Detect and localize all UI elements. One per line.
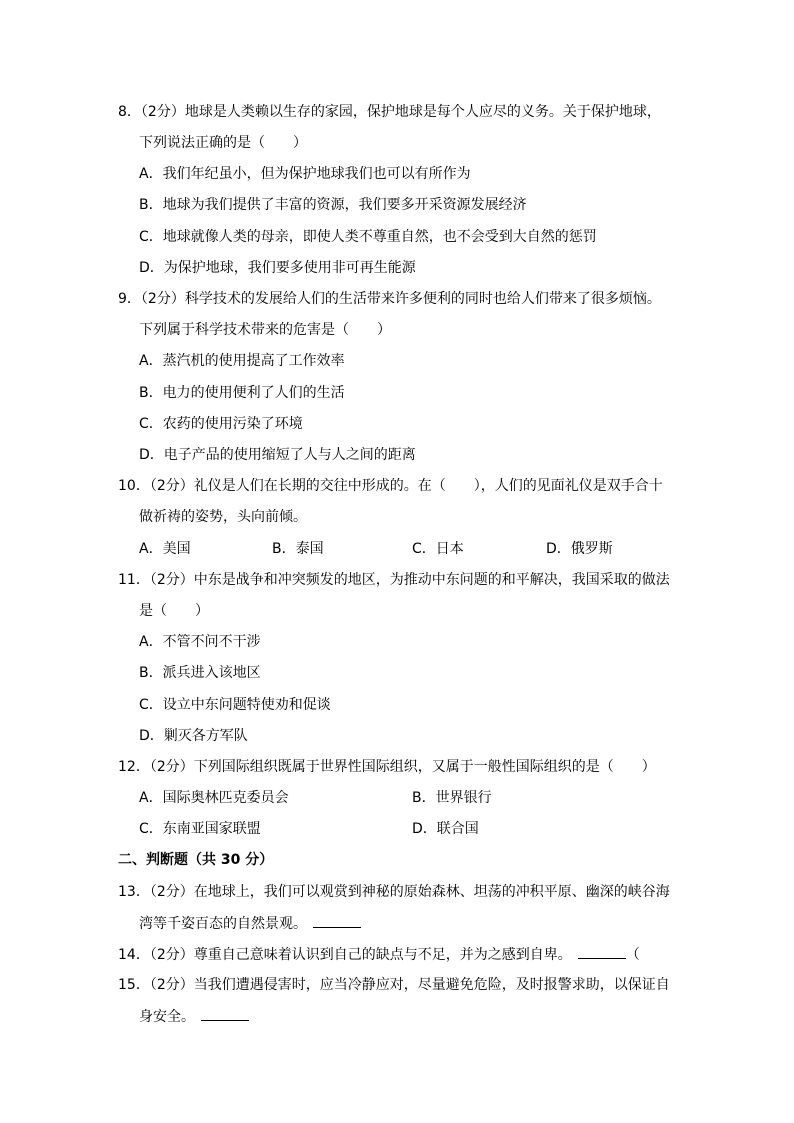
answer-blank[interactable] <box>201 1006 249 1021</box>
question-10-stem-cont: 做祈祷的姿势，头向前倾。 <box>139 509 307 525</box>
question-text: 身安全。 <box>139 1009 195 1025</box>
question-score: （2分） <box>149 947 194 963</box>
question-number: 14． <box>118 947 150 963</box>
question-tail: （ <box>625 947 640 963</box>
question-text: 湾等千姿百态的自然景观。 <box>139 916 307 932</box>
question-8-option-c: C．地球就像人类的母亲，即使人类不尊重自然，也不会受到大自然的惩罚 <box>139 229 597 245</box>
section-title-judgement: 二、判断题（共 30 分） <box>118 852 274 868</box>
question-12-option-d: D．联合国 <box>412 821 479 837</box>
question-9-option-c: C．农药的使用污染了环境 <box>139 416 303 432</box>
question-10-stem <box>118 476 663 496</box>
question-12-option-b: B．世界银行 <box>412 790 492 806</box>
question-text: 在地球上，我们可以观赏到神秘的原始森林、坦荡的冲积平原、幽深的峡谷海 <box>193 884 670 900</box>
question-text: 地球是人类赖以生存的家园，保护地球是每个人应尽的义务。关于保护地球， <box>184 104 661 120</box>
question-score: （2分） <box>140 291 185 307</box>
question-score: （2分） <box>149 759 194 775</box>
question-text: 礼仪是人们在长期的交往中形成的。在（ ），人们的见面礼仪是双手合十 <box>193 478 663 494</box>
question-10-option-d: D．俄罗斯 <box>546 541 613 557</box>
question-score: （2分） <box>149 478 194 494</box>
question-score: （2分） <box>149 977 194 993</box>
question-score: （2分） <box>149 884 194 900</box>
question-text: 当我们遭遇侵害时，应当冷静应对，尽量避免危险，及时报警求助，以保证自 <box>193 977 670 993</box>
question-9-option-a: A．蒸汽机的使用提高了工作效率 <box>139 353 345 369</box>
question-score: （2分） <box>149 572 194 588</box>
question-12-stem <box>118 757 656 777</box>
answer-blank[interactable] <box>578 944 626 959</box>
question-9-option-b: B．电力的使用便利了人们的生活 <box>139 385 345 401</box>
question-10-option-c: C．日本 <box>412 541 464 557</box>
question-12-option-a: A．国际奥林匹克委员会 <box>139 790 289 806</box>
question-14-stem <box>118 944 640 965</box>
question-15-stem-cont <box>139 1006 249 1027</box>
question-11-option-a: A．不管不问不干涉 <box>139 634 261 650</box>
question-9-stem-cont: 下列属于科学技术带来的危害是（ ） <box>139 322 391 338</box>
question-8-stem-cont: 下列说法正确的是（ ） <box>139 135 307 151</box>
question-8-stem <box>118 102 661 122</box>
question-15-stem <box>118 975 670 995</box>
question-11-option-c: C．设立中东问题特使劝和促谈 <box>139 697 331 713</box>
question-11-option-d: D．剿灭各方军队 <box>139 728 248 744</box>
question-8-option-b: B．地球为我们提供了丰富的资源，我们要多开采资源发展经济 <box>139 197 527 213</box>
question-text: 科学技术的发展给人们的生活带来许多便利的同时也给人们带来了很多烦恼。 <box>184 291 661 307</box>
question-8-option-d: D．为保护地球，我们要多使用非可再生能源 <box>139 260 416 276</box>
question-9-stem <box>118 289 661 309</box>
question-10-option-b: B．泰国 <box>272 541 324 557</box>
answer-blank[interactable] <box>313 913 361 928</box>
question-number: 15． <box>118 977 150 993</box>
question-8-option-a: A．我们年纪虽小，但为保护地球我们也可以有所作为 <box>139 166 471 182</box>
question-number: 8． <box>118 104 141 120</box>
question-text: 尊重自己意味着认识到自己的缺点与不足，并为之感到自卑。 <box>193 947 572 963</box>
question-number: 11． <box>118 572 150 588</box>
question-score: （2分） <box>140 104 185 120</box>
question-9-option-d: D．电子产品的使用缩短了人与人之间的距离 <box>139 447 416 463</box>
question-11-stem <box>118 570 670 590</box>
question-13-stem-cont <box>139 913 361 934</box>
question-12-option-c: C．东南亚国家联盟 <box>139 821 261 837</box>
question-number: 13． <box>118 884 150 900</box>
question-number: 10． <box>118 478 150 494</box>
question-number: 9． <box>118 291 141 307</box>
question-number: 12． <box>118 759 150 775</box>
question-11-stem-cont: 是（ ） <box>139 603 209 619</box>
question-text: 中东是战争和冲突频发的地区，为推动中东问题的和平解决，我国采取的做法 <box>193 572 670 588</box>
question-11-option-b: B．派兵进入该地区 <box>139 665 261 681</box>
question-text: 下列国际组织既属于世界性国际组织，又属于一般性国际组织的是（ ） <box>193 759 656 775</box>
question-13-stem <box>118 882 670 902</box>
question-10-option-a: A．美国 <box>139 541 191 557</box>
